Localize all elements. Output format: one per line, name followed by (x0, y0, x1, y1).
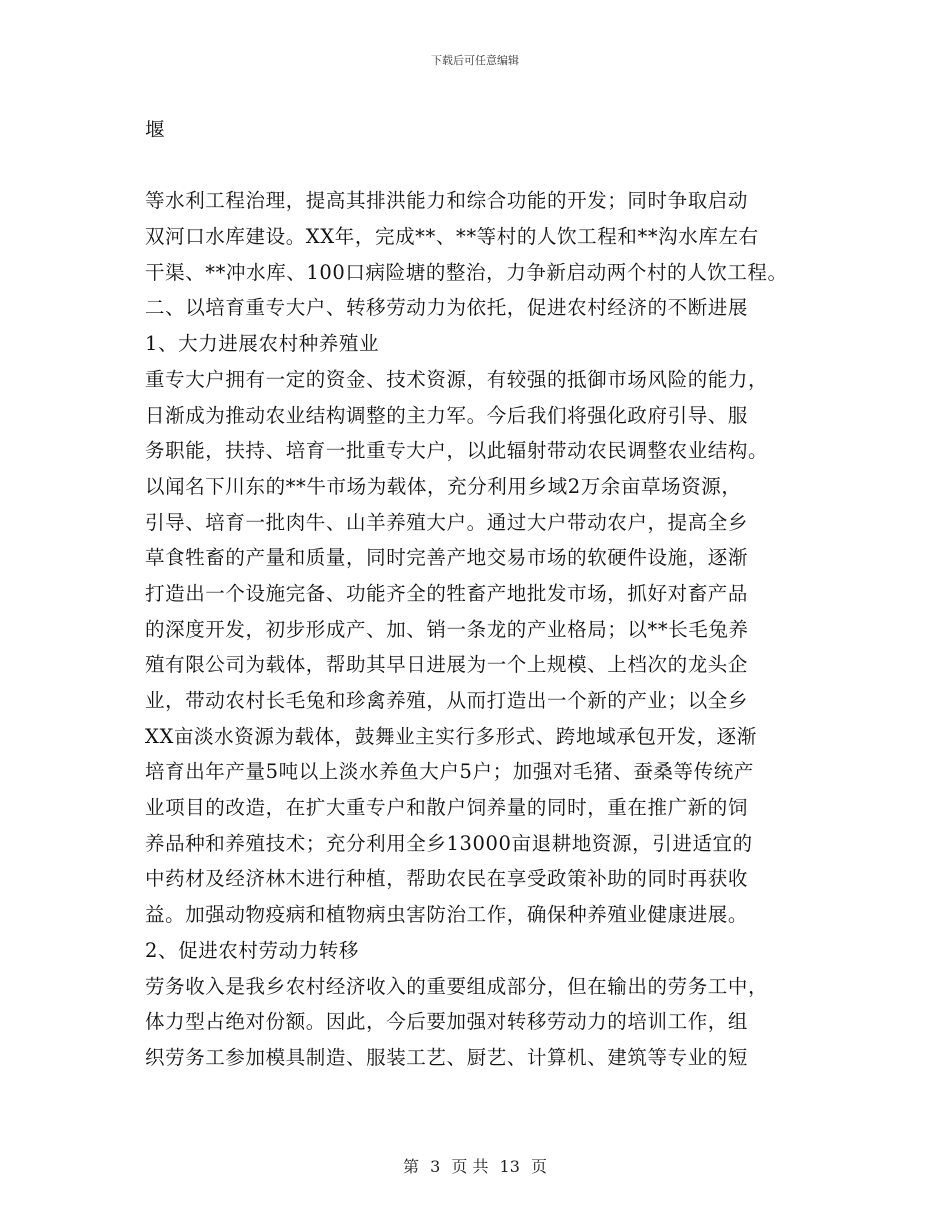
text-line: 殖有限公司为载体，帮助其早日进展为一个上规模、上档次的龙头企 (145, 653, 749, 677)
text-line: 重专大户拥有一定的资金、技术资源，有较强的抵御市场风险的能力， (145, 367, 769, 391)
footer-page-number: 3 (430, 1157, 441, 1176)
text-line: 务职能，扶持、培育一批重专大户，以此辐射带动农民调整农业结构。 (145, 439, 769, 463)
text-line: 中药材及经济林木进行种植，帮助农民在享受政策补助的同时再获收 (145, 867, 749, 891)
text-line: 双河口水库建设。XX年，完成**、**等村的人饮工程和**沟水库左右 (145, 225, 759, 249)
text-line: 二、以培育重专大户、转移劳动力为依托，促进农村经济的不断进展 (145, 296, 749, 320)
text-line: 引导、培育一批肉牛、山羊养殖大户。通过大户带动农户，提高全乡 (145, 510, 749, 534)
page-header: 下载后可任意编辑 (431, 54, 519, 67)
text-line: 2、促进农村劳动力转移 (145, 938, 360, 962)
footer-prefix: 第 (402, 1157, 419, 1176)
page-footer (0, 1154, 950, 1177)
text-line: 草食牲畜的产量和质量，同时完善产地交易市场的软硬件设施，逐渐 (145, 546, 749, 570)
footer-total-pages: 13 (499, 1157, 520, 1176)
text-line: 益。加强动物疫病和植物病虫害防治工作，确保种养殖业健康进展。 (145, 903, 749, 927)
text-line: 以闻名下川东的**牛市场为载体，充分利用乡域2万余亩草场资源， (145, 474, 742, 498)
text-line: 培育出年产量5吨以上淡水养鱼大户5户；加强对毛猪、蚕桑等传统产 (145, 760, 754, 784)
footer-middle: 页 共 (451, 1157, 489, 1176)
blank-line (145, 148, 825, 184)
text-line: 干渠、**冲水库、100口病险塘的整治，力争新启动两个村的人饮工程。 (145, 260, 788, 284)
document-body (145, 112, 825, 1076)
text-line: 织劳务工参加模具制造、服装工艺、厨艺、计算机、建筑等专业的短 (145, 1045, 749, 1069)
text-line: 养品种和养殖技术；充分利用全乡13000亩退耕地资源，引进适宜的 (145, 831, 753, 855)
text-line: 业，带动农村长毛兔和珍禽养殖，从而打造出一个新的产业；以全乡 (145, 689, 749, 712)
text-line: 业项目的改造，在扩大重专户和散户饲养量的同时，重在推广新的饲 (145, 796, 749, 820)
text-line: 日渐成为推动农业结构调整的主力军。今后我们将强化政府引导、服 (145, 403, 749, 427)
text-line: XX亩淡水资源为载体，鼓舞业主实行多形式、跨地域承包开发，逐渐 (145, 724, 757, 748)
text-line: 等水利工程治理，提高其排洪能力和综合功能的开发；同时争取启动 (145, 189, 749, 213)
text-line: 打造出一个设施完备、功能齐全的牲畜产地批发市场，抓好对畜产品 (145, 581, 749, 605)
text-line: 的深度开发，初步形成产、加、销一条龙的产业格局；以**长毛兔养 (145, 617, 749, 641)
footer-suffix: 页 (531, 1157, 548, 1176)
text-line: 体力型占绝对份额。因此，今后要加强对转移劳动力的培训工作，组 (145, 1010, 749, 1034)
text-line: 1、大力进展农村种养殖业 (145, 332, 380, 356)
text-line: 劳务收入是我乡农村经济收入的重要组成部分，但在输出的劳务工中， (145, 974, 769, 998)
text-line: 堰 (145, 118, 166, 141)
